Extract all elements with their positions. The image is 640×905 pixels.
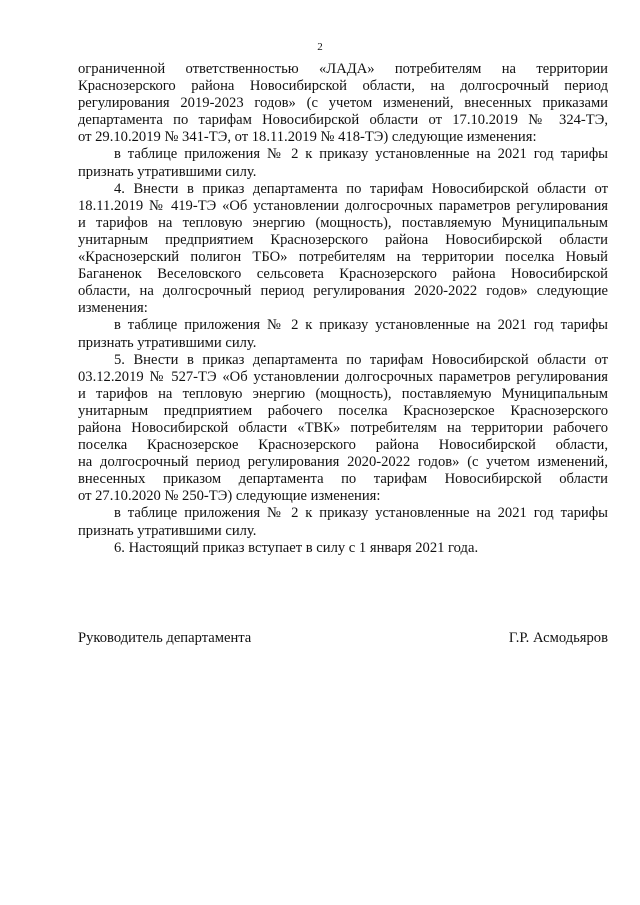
text-line: в таблице приложения № 2 к приказу установленные на 2021 год тарифы <box>114 317 608 334</box>
signatory-name: Г.Р. Асмодьяров <box>508 630 608 646</box>
page-number: 2 <box>317 41 323 53</box>
text-line: 6. Настоящий приказ вступает в силу с 1 января 2021 года. <box>114 539 479 556</box>
text-line: и тарифов на тепловую энергию (мощность), поставляемую Муниципальным <box>78 214 608 231</box>
text-line: на долгосрочный период регулирования 2020-2022 годов» (с учетом изменений, <box>78 454 608 471</box>
text-line: 03.12.2019 № 527-ТЭ «Об установлении долгосрочных параметров регулирования <box>78 368 608 385</box>
text-line: унитарным предприятием Краснозерского района Новосибирской области <box>78 231 608 248</box>
text-line: ограниченной ответственностью «ЛАДА» потребителям на территории <box>78 61 608 77</box>
text-line: департамента по тарифам Новосибирской области от 17.10.2019 № 324-ТЭ, <box>78 112 608 129</box>
text-line: и тарифов на тепловую энергию (мощность), поставляемую Муниципальным <box>78 385 608 402</box>
text-line: признать утратившими силу. <box>78 163 257 180</box>
text-line: Баганенок Веселовского сельсовета Краснозерского района Новосибирской <box>78 266 608 283</box>
signature-block <box>78 629 608 647</box>
text-line: изменения: <box>78 300 148 317</box>
text-line: Краснозерского района Новосибирской области, на долгосрочный период <box>78 78 608 95</box>
text-line: признать утратившими силу. <box>78 334 257 351</box>
text-line: района Новосибирской области «ТВК» потребителям на территории рабочего <box>78 419 608 436</box>
text-line: в таблице приложения № 2 к приказу установленные на 2021 год тарифы <box>114 146 608 163</box>
text-line: внесенных приказом департамента по тарифам Новосибирской области <box>78 471 608 488</box>
text-line: области, на долгосрочный период регулирования 2020-2022 годов» следующие <box>78 283 608 300</box>
text-line: поселка Краснозерское Краснозерского района Новосибирской области, <box>78 437 608 454</box>
text-line: регулирования 2019-2023 годов» (с учетом изменений, внесенных приказами <box>78 95 608 112</box>
signatory-position: Руководитель департамента <box>78 630 252 646</box>
document-body <box>78 61 608 557</box>
text-line: признать утратившими силу. <box>78 522 257 539</box>
text-line: 4. Внести в приказ департамента по тарифам Новосибирской области от <box>114 180 608 197</box>
text-line: в таблице приложения № 2 к приказу установленные на 2021 год тарифы <box>114 505 608 522</box>
text-line: «Краснозерский полигон ТБО» потребителям на территории поселка Новый <box>78 249 608 266</box>
text-line: от 29.10.2019 № 341-ТЭ, от 18.11.2019 № 418-ТЭ) следующие изменения: <box>78 129 537 146</box>
text-line: 18.11.2019 № 419-ТЭ «Об установлении долгосрочных параметров регулирования <box>78 197 608 214</box>
text-line: унитарным предприятием рабочего поселка Краснозерское Краснозерского <box>78 402 608 419</box>
text-line: от 27.10.2020 № 250-ТЭ) следующие изменения: <box>78 488 381 505</box>
text-line: 5. Внести в приказ департамента по тарифам Новосибирской области от <box>114 351 608 368</box>
